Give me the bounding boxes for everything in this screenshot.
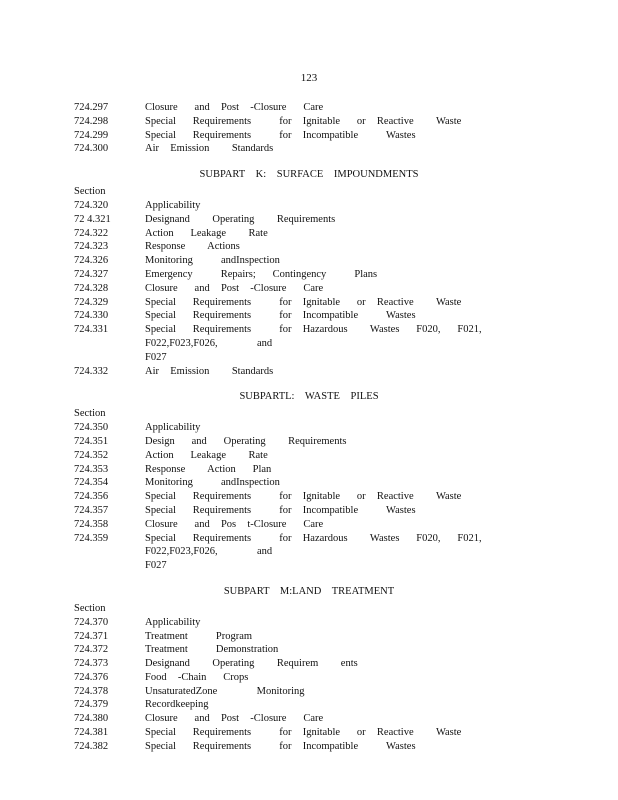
toc-row — [74, 199, 544, 213]
section-number: 724.328 — [74, 282, 109, 294]
section-number: 724.381 — [74, 727, 109, 739]
section-number: 724.370 — [74, 616, 109, 628]
section-title: Response Actions — [145, 241, 240, 253]
toc-row — [74, 296, 544, 310]
section-number: 724.327 — [74, 268, 109, 280]
toc-row — [74, 476, 544, 490]
section-number: 724.352 — [74, 449, 109, 461]
section-title: UnsaturatedZone Monitoring — [145, 685, 305, 697]
toc-row — [74, 463, 544, 477]
toc-row — [74, 129, 544, 143]
section-title: Special Requirements for Ignitable or Reactive Waste — [145, 115, 462, 127]
section-number: 724.358 — [74, 518, 109, 530]
toc-row — [74, 240, 544, 254]
toc-row — [74, 643, 544, 657]
section-number: 724.373 — [74, 658, 109, 670]
toc-row — [74, 449, 544, 463]
section-number: 724.331 — [74, 324, 109, 336]
toc-row — [74, 616, 544, 630]
section-title: Recordkeeping — [145, 699, 209, 711]
toc-row — [74, 657, 544, 671]
toc-row — [74, 421, 544, 435]
section-number: 724.378 — [74, 685, 109, 697]
section-number: 724.350 — [74, 422, 109, 434]
section-label: Section — [74, 602, 106, 614]
section-title: Special Requirements for Hazardous Wastes F020, F021, F022,F023,F026, and F027 — [145, 324, 482, 363]
section-title: Special Requirements for Incompatible Wastes — [145, 504, 416, 516]
section-number: 724.379 — [74, 699, 109, 711]
section-title: Special Requirements for Incompatible Wastes — [145, 129, 416, 141]
section-label: Section — [74, 408, 106, 420]
section-title: Air Emission Standards — [145, 365, 274, 377]
section-number: 724.320 — [74, 199, 109, 211]
section-title: Designand Operating Requirem ents — [145, 658, 358, 670]
toc-row — [74, 532, 544, 573]
subpart-m — [74, 585, 544, 754]
toc-row — [74, 142, 544, 156]
toc-row — [74, 712, 544, 726]
subpart-heading: SUBPART M:LAND TREATMENT — [223, 585, 395, 597]
toc-row — [74, 671, 544, 685]
section-number: 724.329 — [74, 296, 109, 308]
page-number: 123 — [300, 72, 318, 84]
section-title: Monitoring andInspection — [145, 255, 280, 267]
toc-row — [74, 227, 544, 241]
toc-row — [74, 740, 544, 754]
section-number: 724.297 — [74, 102, 109, 113]
section-number: 724.351 — [74, 435, 109, 447]
section-number: 724.299 — [74, 129, 109, 141]
section-number: 724.354 — [74, 477, 109, 489]
section-title: Monitoring andInspection — [145, 477, 280, 489]
toc-block-1 — [74, 101, 544, 156]
section-title: Food -Chain Crops — [145, 671, 249, 683]
toc-row — [74, 254, 544, 268]
section-number: 724.330 — [74, 310, 109, 322]
toc-row — [74, 268, 544, 282]
section-number: 72 4.321 — [74, 213, 111, 225]
section-number: 724.372 — [74, 644, 109, 656]
section-number: 724.323 — [74, 241, 109, 253]
toc-row — [74, 726, 544, 740]
section-number: 724.376 — [74, 671, 109, 683]
section-title: Action Leakage Rate — [145, 449, 268, 461]
subpart-k — [74, 168, 544, 378]
section-title: Applicability — [145, 422, 201, 434]
section-title: Special Requirements for Ignitable or Reactive Waste — [145, 491, 462, 503]
section-number: 724.380 — [74, 713, 109, 725]
subpart-l — [74, 390, 544, 573]
table-of-contents — [74, 101, 544, 754]
toc-row — [74, 323, 544, 364]
toc-row — [74, 630, 544, 644]
section-title: Design and Operating Requirements — [145, 435, 347, 447]
section-number: 724.322 — [74, 227, 109, 239]
section-number: 724.359 — [74, 532, 109, 544]
toc-row — [74, 698, 544, 712]
toc-row — [74, 490, 544, 504]
section-title: Special Requirements for Hazardous Wastes F020, F021, F022,F023,F026, and F027 — [145, 532, 482, 572]
section-title: Special Requirements for Incompatible Wastes — [145, 740, 416, 752]
toc-row — [74, 309, 544, 323]
section-title: Special Requirements for Ignitable or Reactive Waste — [145, 296, 462, 308]
section-number: 724.357 — [74, 504, 109, 516]
section-title: Treatment Program — [145, 630, 253, 642]
subpart-heading: SUBPART K: SURFACE IMPOUNDMENTS — [199, 169, 419, 181]
section-title: Special Requirements for Incompatible Wastes — [145, 310, 416, 322]
section-number: 724.300 — [74, 143, 109, 155]
toc-row — [74, 518, 544, 532]
section-title: Special Requirements for Ignitable or Reactive Waste — [145, 727, 462, 739]
toc-row — [74, 365, 544, 379]
section-title: Closure and Pos t-Closure Care — [145, 518, 324, 530]
section-number: 724.326 — [74, 255, 109, 267]
section-number: 724.371 — [74, 630, 109, 642]
section-number: 724.356 — [74, 491, 109, 503]
section-title: Designand Operating Requirements — [145, 213, 336, 225]
toc-row — [74, 504, 544, 518]
section-title: Closure and Post -Closure Care — [145, 102, 324, 113]
section-title: Action Leakage Rate — [145, 227, 268, 239]
section-title: Applicability — [145, 616, 201, 628]
section-number: 724.353 — [74, 463, 109, 475]
toc-row — [74, 115, 544, 129]
toc-row — [74, 282, 544, 296]
section-title: Treatment Demonstration — [145, 644, 279, 656]
section-title: Closure and Post -Closure Care — [145, 282, 324, 294]
toc-row — [74, 435, 544, 449]
toc-row — [74, 213, 544, 227]
section-title: Response Action Plan — [145, 463, 272, 475]
section-title: Applicability — [145, 199, 201, 211]
section-title: Air Emission Standards — [145, 143, 274, 155]
toc-row — [74, 685, 544, 699]
section-number: 724.382 — [74, 740, 109, 752]
section-label: Section — [74, 186, 106, 198]
section-title: Emergency Repairs; Contingency Plans — [145, 268, 378, 280]
subpart-heading: SUBPARTL: WASTE PILES — [239, 391, 379, 403]
toc-row — [74, 101, 544, 115]
section-number: 724.332 — [74, 365, 109, 377]
section-title: Closure and Post -Closure Care — [145, 713, 324, 725]
section-number: 724.298 — [74, 115, 109, 127]
